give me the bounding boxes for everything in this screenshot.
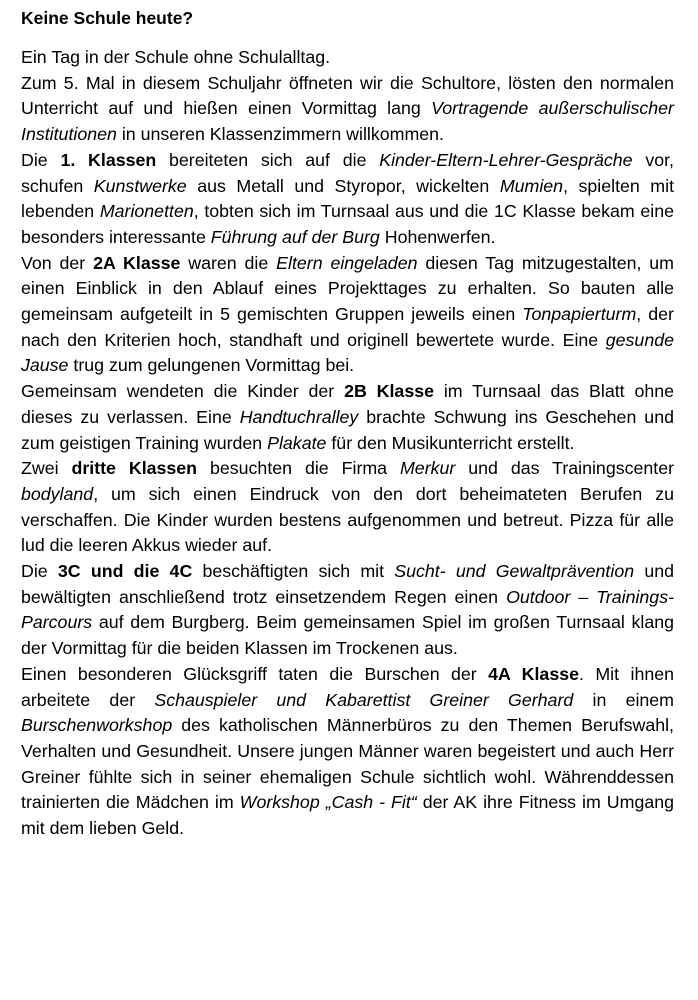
italic-text: Plakate (267, 432, 327, 453)
text-run: in unseren Klassenzimmern willkommen. (116, 124, 444, 145)
italic-text: Eltern eingeladen (276, 252, 418, 273)
italic-text: Tonpapierturm (522, 304, 637, 325)
text-run: für den Musikunterricht erstellt. (326, 432, 575, 453)
bold-text: 3C und die 4C (57, 561, 193, 582)
text-run: brachte Schwung ins Geschehen und zum geistigen Training wurden (21, 406, 674, 453)
text-run: Hohenwerfen. (379, 226, 496, 247)
text-run: Zum 5. Mal in diesem Schuljahr öffneten wir die Schultore, lösten den normalen Unterricht auf und hießen einen Vormittag lang (21, 72, 674, 119)
italic-text: Workshop „Cash - Fit“ (239, 792, 417, 813)
paragraph-first-classes (21, 148, 674, 251)
text-run: diesen Tag mitzugestalten, um einen Einblick in den Ablauf eines Projekttages zu erhalten. So bauten alle gemeinsam aufgeteilt in 5 gemischten Gruppen jeweils einen (21, 252, 674, 325)
text-run: , um sich einen Eindruck von den dort beheimateten Berufen zu verschaffen. Die Kinder wurden bestens aufgenommen und betreut. Pizza für alle lud die leeren Akkus wieder auf. (21, 483, 674, 556)
text-run: Die (21, 561, 58, 582)
paragraph-intro (21, 45, 674, 71)
text-run: Die (21, 149, 61, 170)
italic-text: Kinder-Eltern-Lehrer-Gespräche (379, 149, 633, 170)
italic-text: Burschenworkshop (21, 715, 173, 736)
document-body (21, 45, 674, 842)
text-run: waren die (180, 252, 277, 273)
paragraph-class-2b (21, 379, 674, 456)
italic-text: Führung auf der Burg (210, 226, 380, 247)
text-run: in einem (573, 689, 674, 710)
italic-text: Schauspieler und Kabarettist Greiner Gerhard (154, 689, 574, 710)
italic-text: Mumien (499, 175, 564, 196)
text-run: , tobten sich im Turnsaal aus und die 1C Klasse bekam eine besonders interessante (21, 201, 674, 247)
bold-text: 2B Klasse (344, 381, 434, 402)
text-run: vor, schufen (21, 149, 675, 196)
text-run: des katholischen Männerbüros zu den Themen Berufswahl, Verhalten und Gesundheit. Unsere jungen Männer waren begeistert und auch Herr Greiner fühlte sich in seiner ehemaligen Schule sichtlich wohl. Währenddessen trainierten die Mädchen im (21, 715, 674, 813)
text-run: Gemeinsam wendeten die Kinder der (21, 381, 345, 402)
text-run: und das Trainingscenter (455, 458, 675, 479)
italic-text: Merkur (400, 458, 456, 479)
italic-text: Sucht- und Gewaltprävention (394, 561, 635, 582)
text-run: im Turnsaal das Blatt ohne dieses zu verlassen. Eine (21, 381, 675, 427)
italic-text: Outdoor – Trainings- Parcours (21, 586, 674, 633)
bold-text: 2A Klasse (93, 252, 181, 273)
text-run: und bewältigten anschließend trotz einsetzendem Regen einen (21, 561, 674, 607)
italic-text: bodyland (21, 483, 94, 504)
text-run: Von der (21, 252, 94, 273)
text-run: bereiteten sich auf die (156, 149, 380, 170)
text-run: , spielten mit lebenden (21, 175, 675, 222)
paragraph-class-3c-4c (21, 559, 674, 662)
bold-text: 1. Klassen (60, 149, 157, 170)
text-run: , der nach den Kriterien hoch, standhaft und originell bewertete wurde. Eine (21, 304, 674, 350)
text-run: aus Metall und Styropor, wickelten (186, 175, 500, 196)
text-run: . Mit ihnen arbeitete der (21, 663, 675, 710)
italic-text: Marionetten (99, 201, 194, 222)
paragraph-opening (21, 71, 674, 148)
text-run: beschäftigten sich mit (192, 561, 395, 582)
italic-text: Vortragende außerschulischer Institutionen (21, 98, 674, 145)
paragraph-class-2a (21, 251, 674, 380)
text-run: auf dem Burgberg. Beim gemeinsamen Spiel im großen Turnsaal klang der Vormittag für die beiden Klassen im Trockenen aus. (21, 612, 674, 659)
italic-text: Handtuchralley (239, 406, 359, 427)
paragraph-third-classes (21, 456, 674, 559)
text-run: Zwei (21, 458, 72, 479)
bold-text: 4A Klasse (488, 663, 579, 684)
text-run: trug zum gelungenen Vormittag bei. (68, 355, 355, 376)
paragraph-class-4a (21, 662, 674, 842)
text-run: Einen besonderen Glücksgriff taten die Burschen der (21, 663, 489, 684)
text-run: besuchten die Firma (197, 458, 400, 479)
text-run: Ein Tag in der Schule ohne Schulalltag. (21, 47, 331, 67)
document-title: Keine Schule heute? (21, 8, 194, 28)
italic-text: Kunstwerke (93, 175, 187, 196)
text-run: der AK ihre Fitness im Umgang mit dem lieben Geld. (21, 792, 674, 839)
italic-text: gesunde Jause (21, 329, 674, 376)
bold-text: dritte Klassen (71, 458, 198, 479)
